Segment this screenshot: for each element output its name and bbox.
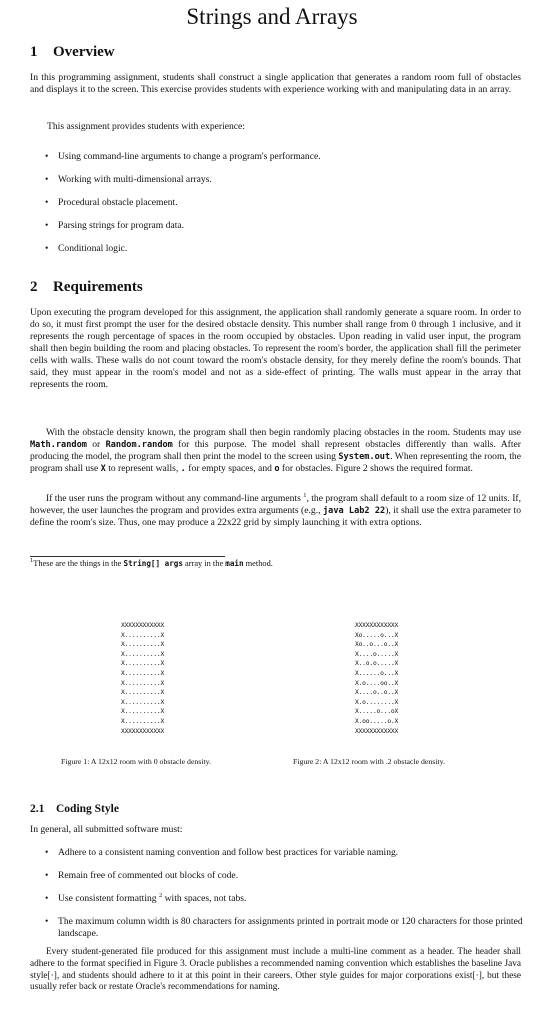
grid-row: X..........X: [121, 679, 165, 687]
grid-row: XXXXXXXXXXXX: [355, 727, 399, 735]
grid-row: X..o.o.....X: [355, 660, 399, 668]
section-title: Requirements: [53, 279, 143, 295]
grid-row: X......o...X: [355, 669, 399, 677]
section-number: 2.1: [30, 803, 45, 815]
grid-row: X..........X: [121, 708, 165, 716]
inline-code: System.out: [338, 452, 391, 462]
footnote-marker: 2: [158, 891, 163, 899]
requirements-paragraph-1: Upon executing the program developed for this assignment, the application shall randomly generate a square room. In order to do so, it must first prompt the user for the desired obstacle density. This number shall range from 0 through 1 inclusive, and it represents the rough percentage of spaces in the room occupied by obstacles. Upon reading in valid user input, the program shall then begin building the room and placing obstacles. To represent the room's border, the application shall fill the perimeter cells with walls. These walls do not count toward the room's obstacle density, for they merely define the room's bounds. That said, they must appear in the room's model and not as a side-effect of printing. The walls must appear in the array that represents the room.: [30, 307, 521, 390]
list-item: • The maximum column width is 80 characters for assignments printed in portrait mode or 120 characters for those printed landscape.: [45, 916, 523, 939]
grid-row: X..........X: [121, 641, 165, 649]
grid-row: X.....o...oX: [355, 708, 399, 716]
overview-paragraph: In this programming assignment, students shall construct a single application that generates a random room full of obstacles and displays it to the screen. This exercise provides students with experience working with and manipulating data in an array.: [30, 72, 521, 95]
section-number: 1: [30, 44, 38, 60]
requirements-paragraph-2: With the obstacle density known, the program shall then begin randomly placing obstacles in the room. Students may use Math.random or Random.random for this purpose. The model shall represent obstacles differently than walls. After producing the model, the program shall then print the model to the screen using System.out. When representing the room, the program shall use X to represent walls, . for empty spaces, and o for obstacles. Figure 2 shows the required format.: [30, 427, 521, 474]
footnote-rule: [30, 556, 225, 557]
inline-code: java Lab2 22: [322, 506, 386, 516]
section-number: 2: [30, 279, 38, 295]
figure-1-caption: Figure 1: A 12x12 room with 0 obstacle density.: [61, 757, 212, 766]
section-title: Coding Style: [56, 803, 119, 815]
list-item: • Parsing strings for program data.: [45, 220, 185, 231]
section-title: Overview: [53, 44, 115, 60]
figure-2-caption: Figure 2: A 12x12 room with .2 obstacle density.: [293, 757, 445, 766]
list-item: • Procedural obstacle placement.: [45, 197, 178, 208]
figure-2-room-grid: [355, 621, 398, 736]
list-item: • Using command-line arguments to change a program's performance.: [45, 151, 321, 162]
grid-row: XXXXXXXXXXXX: [355, 622, 399, 629]
inline-code: .: [180, 464, 186, 474]
requirements-paragraph-3: If the user runs the program without any command-line arguments $^1$, the program shall default to a room size of 12 units. If, however, the user launches the program and provides extra arguments (e.g., java Lab2 22), it shall use the extra parameter to define the room's size. Thus, one may produce a 22x22 grid by simply launching it with extra options.: [30, 491, 522, 528]
grid-row: X....o..o..X: [355, 689, 399, 697]
list-item: • Working with multi-dimensional arrays.: [45, 174, 212, 185]
citation-link[interactable]: ·: [50, 970, 54, 981]
overview-intro-line: This assignment provides students with experience:: [47, 121, 245, 132]
inline-code: String[] args: [123, 559, 183, 568]
grid-row: X..........X: [121, 669, 165, 677]
inline-code: main: [225, 559, 244, 568]
list-item: • Adhere to a consistent naming convention and follow best practices for variable naming.: [45, 847, 399, 858]
grid-row: X..........X: [121, 689, 165, 697]
footnote: $^1$These are the things in the String[] args array in the main method.: [30, 557, 273, 568]
grid-row: Xo..o...o..X: [355, 641, 399, 649]
subsection-heading-coding-style: [30, 801, 119, 817]
list-item: • Remain free of commented out blocks of code.: [45, 870, 239, 881]
section-heading-overview: [30, 42, 115, 62]
grid-row: Xo.....o...X: [355, 631, 399, 639]
grid-row: X....o.....X: [355, 650, 399, 658]
overview-list: [45, 151, 523, 255]
grid-row: X.o........X: [355, 698, 399, 706]
citation-link[interactable]: ·: [475, 970, 479, 981]
inline-code: X: [100, 464, 106, 474]
figure-1-room-grid: [121, 621, 164, 736]
coding-style-list: [45, 847, 523, 940]
grid-row: X.o....oo..X: [355, 679, 399, 687]
inline-code: o: [274, 464, 280, 474]
grid-row: X.oo.....o.X: [355, 717, 399, 725]
grid-row: X..........X: [121, 631, 165, 639]
grid-row: X..........X: [121, 698, 165, 706]
list-item: • Conditional logic.: [45, 243, 128, 254]
grid-row: X..........X: [121, 717, 165, 725]
grid-row: XXXXXXXXXXXX: [121, 727, 165, 735]
grid-row: XXXXXXXXXXXX: [121, 622, 165, 629]
inline-code: Math.random: [30, 440, 87, 450]
footnote-marker: 1: [303, 491, 307, 499]
coding-style-intro: In general, all submitted software must:: [30, 824, 183, 835]
grid-row: X..........X: [121, 660, 165, 668]
inline-code: Random.random: [105, 440, 173, 450]
coding-style-paragraph: Every student-generated file produced for this assignment must include a multi-line comment as a header. The header shall adhere to the format specified in Figure 3. Oracle publishes a recommended naming convention which establishes the baseline Java style[·], and students should adhere to it at this point in their careers. Other style guides for major corporations exist[·], but these usually refer back or restate Oracle's recommendations for naming.: [30, 947, 521, 993]
document-title: Strings and Arrays: [186, 4, 358, 29]
section-heading-requirements: [30, 277, 143, 297]
list-item: • Use consistent formatting $^2$ with spaces, not tabs.: [45, 891, 247, 904]
grid-row: X..........X: [121, 650, 165, 658]
